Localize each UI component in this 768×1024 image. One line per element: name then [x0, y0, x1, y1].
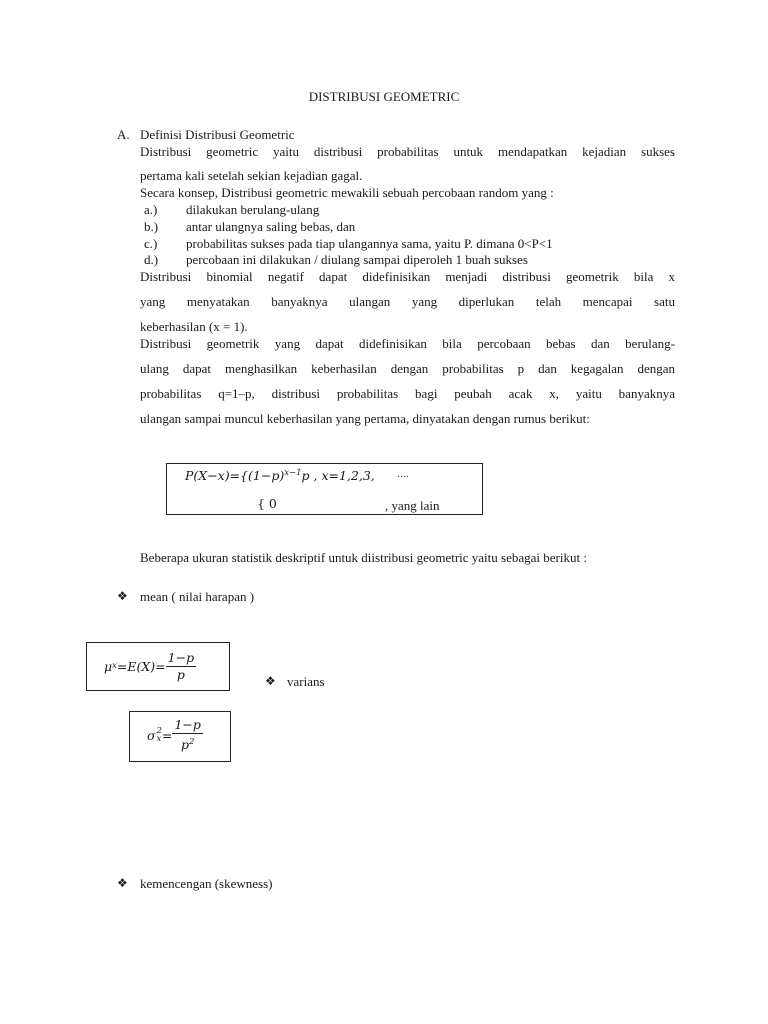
variance-denominator — [172, 734, 202, 753]
paragraph-line: keberhasilan (x = 1). — [140, 319, 248, 334]
variance-formula-box — [129, 711, 231, 762]
list-item-text: probabilitas sukses pada tiap ulangannya sama, yaitu P. dimana 0<P<1 — [186, 236, 553, 251]
mean-lhs: =E(X)= — [116, 658, 166, 674]
pmf-line1-right: p , x=1,2,3, — [301, 468, 375, 484]
page-title: DISTRIBUSI GEOMETRIC — [308, 89, 460, 104]
mean-formula — [104, 649, 196, 683]
variance-symbol: σ — [147, 727, 156, 743]
list-item-text: percobaan ini dilakukan / diulang sampai diperoleh 1 buah sukses — [186, 252, 528, 267]
variance-subscript: x — [156, 734, 162, 744]
pmf-dots: …. — [397, 470, 409, 480]
section-heading: Definisi Distribusi Geometric — [140, 127, 295, 142]
mean-denominator: p — [176, 666, 185, 682]
mean-formula-box — [86, 642, 230, 691]
pmf-line2-right: , yang lain — [385, 498, 440, 513]
variance-denominator-exp: 2 — [188, 736, 195, 747]
pmf-line-1 — [185, 468, 375, 483]
list-item-marker: d.) — [144, 252, 159, 267]
mean-fraction — [166, 650, 196, 683]
diamond-bullet-icon: ❖ — [117, 589, 128, 603]
diamond-bullet-icon: ❖ — [117, 876, 128, 890]
paragraph-line: Distribusi binomial negatif dapat didefinisikan menjadi distribusi geometrik bila x — [140, 269, 675, 284]
pmf-line1-left: P(X−x)={(1−p) — [185, 468, 285, 484]
variance-superscript: 2 — [156, 726, 162, 736]
list-item-text: antar ulangnya saling bebas, dan — [186, 219, 356, 234]
pmf-exponent: x−1 — [284, 468, 302, 478]
paragraph-line: Distribusi geometrik yang dapat didefinisikan bila percobaan bebas dan berulang- — [140, 336, 675, 351]
list-item-marker: c.) — [144, 236, 158, 251]
paragraph-line: yang menyatakan banyaknya ulangan yang diperlukan telah mencapai satu — [140, 294, 675, 309]
mean-subscript: x — [112, 661, 117, 671]
paragraph-line: Distribusi geometric yaitu distribusi probabilitas untuk mendapatkan kejadian sukses — [140, 144, 675, 159]
concept-intro: Secara konsep, Distribusi geometric mewakili sebuah percobaan random yang : — [140, 185, 554, 200]
variance-fraction — [172, 717, 202, 753]
paragraph-line: ulang dapat menghasilkan keberhasilan dengan probabilitas p dan kegagalan dengan — [140, 361, 675, 376]
paragraph-line: ulangan sampai muncul keberhasilan yang pertama, dinyatakan dengan rumus berikut: — [140, 411, 590, 426]
paragraph-line: probabilitas q=1–p, distribusi probabilitas bagi peubah acak x, yaitu banyaknya — [140, 386, 675, 401]
diamond-bullet-icon: ❖ — [265, 674, 276, 688]
list-item-marker: b.) — [144, 219, 159, 234]
stats-intro: Beberapa ukuran statistik deskriptif untuk diistribusi geometric yaitu sebagai berikut : — [140, 550, 587, 565]
variance-equals: = — [161, 727, 173, 743]
variance-numerator: 1−p — [174, 716, 201, 732]
section-marker: A. — [117, 127, 130, 142]
skewness-label: kemencengan (skewness) — [140, 876, 273, 891]
variance-formula — [147, 714, 203, 756]
list-item-marker: a.) — [144, 202, 158, 217]
variance-denominator-base: p — [180, 737, 189, 753]
pmf-line2-left: { 0 — [257, 496, 277, 511]
paragraph-line: pertama kali setelah sekian kejadian gagal. — [140, 168, 363, 183]
mean-numerator: 1−p — [167, 649, 195, 665]
mean-symbol: μ — [104, 658, 113, 674]
mean-label: mean ( nilai harapan ) — [140, 589, 255, 604]
variance-label: varians — [287, 674, 325, 689]
pmf-formula-box — [166, 463, 483, 515]
list-item-text: dilakukan berulang-ulang — [186, 202, 320, 217]
